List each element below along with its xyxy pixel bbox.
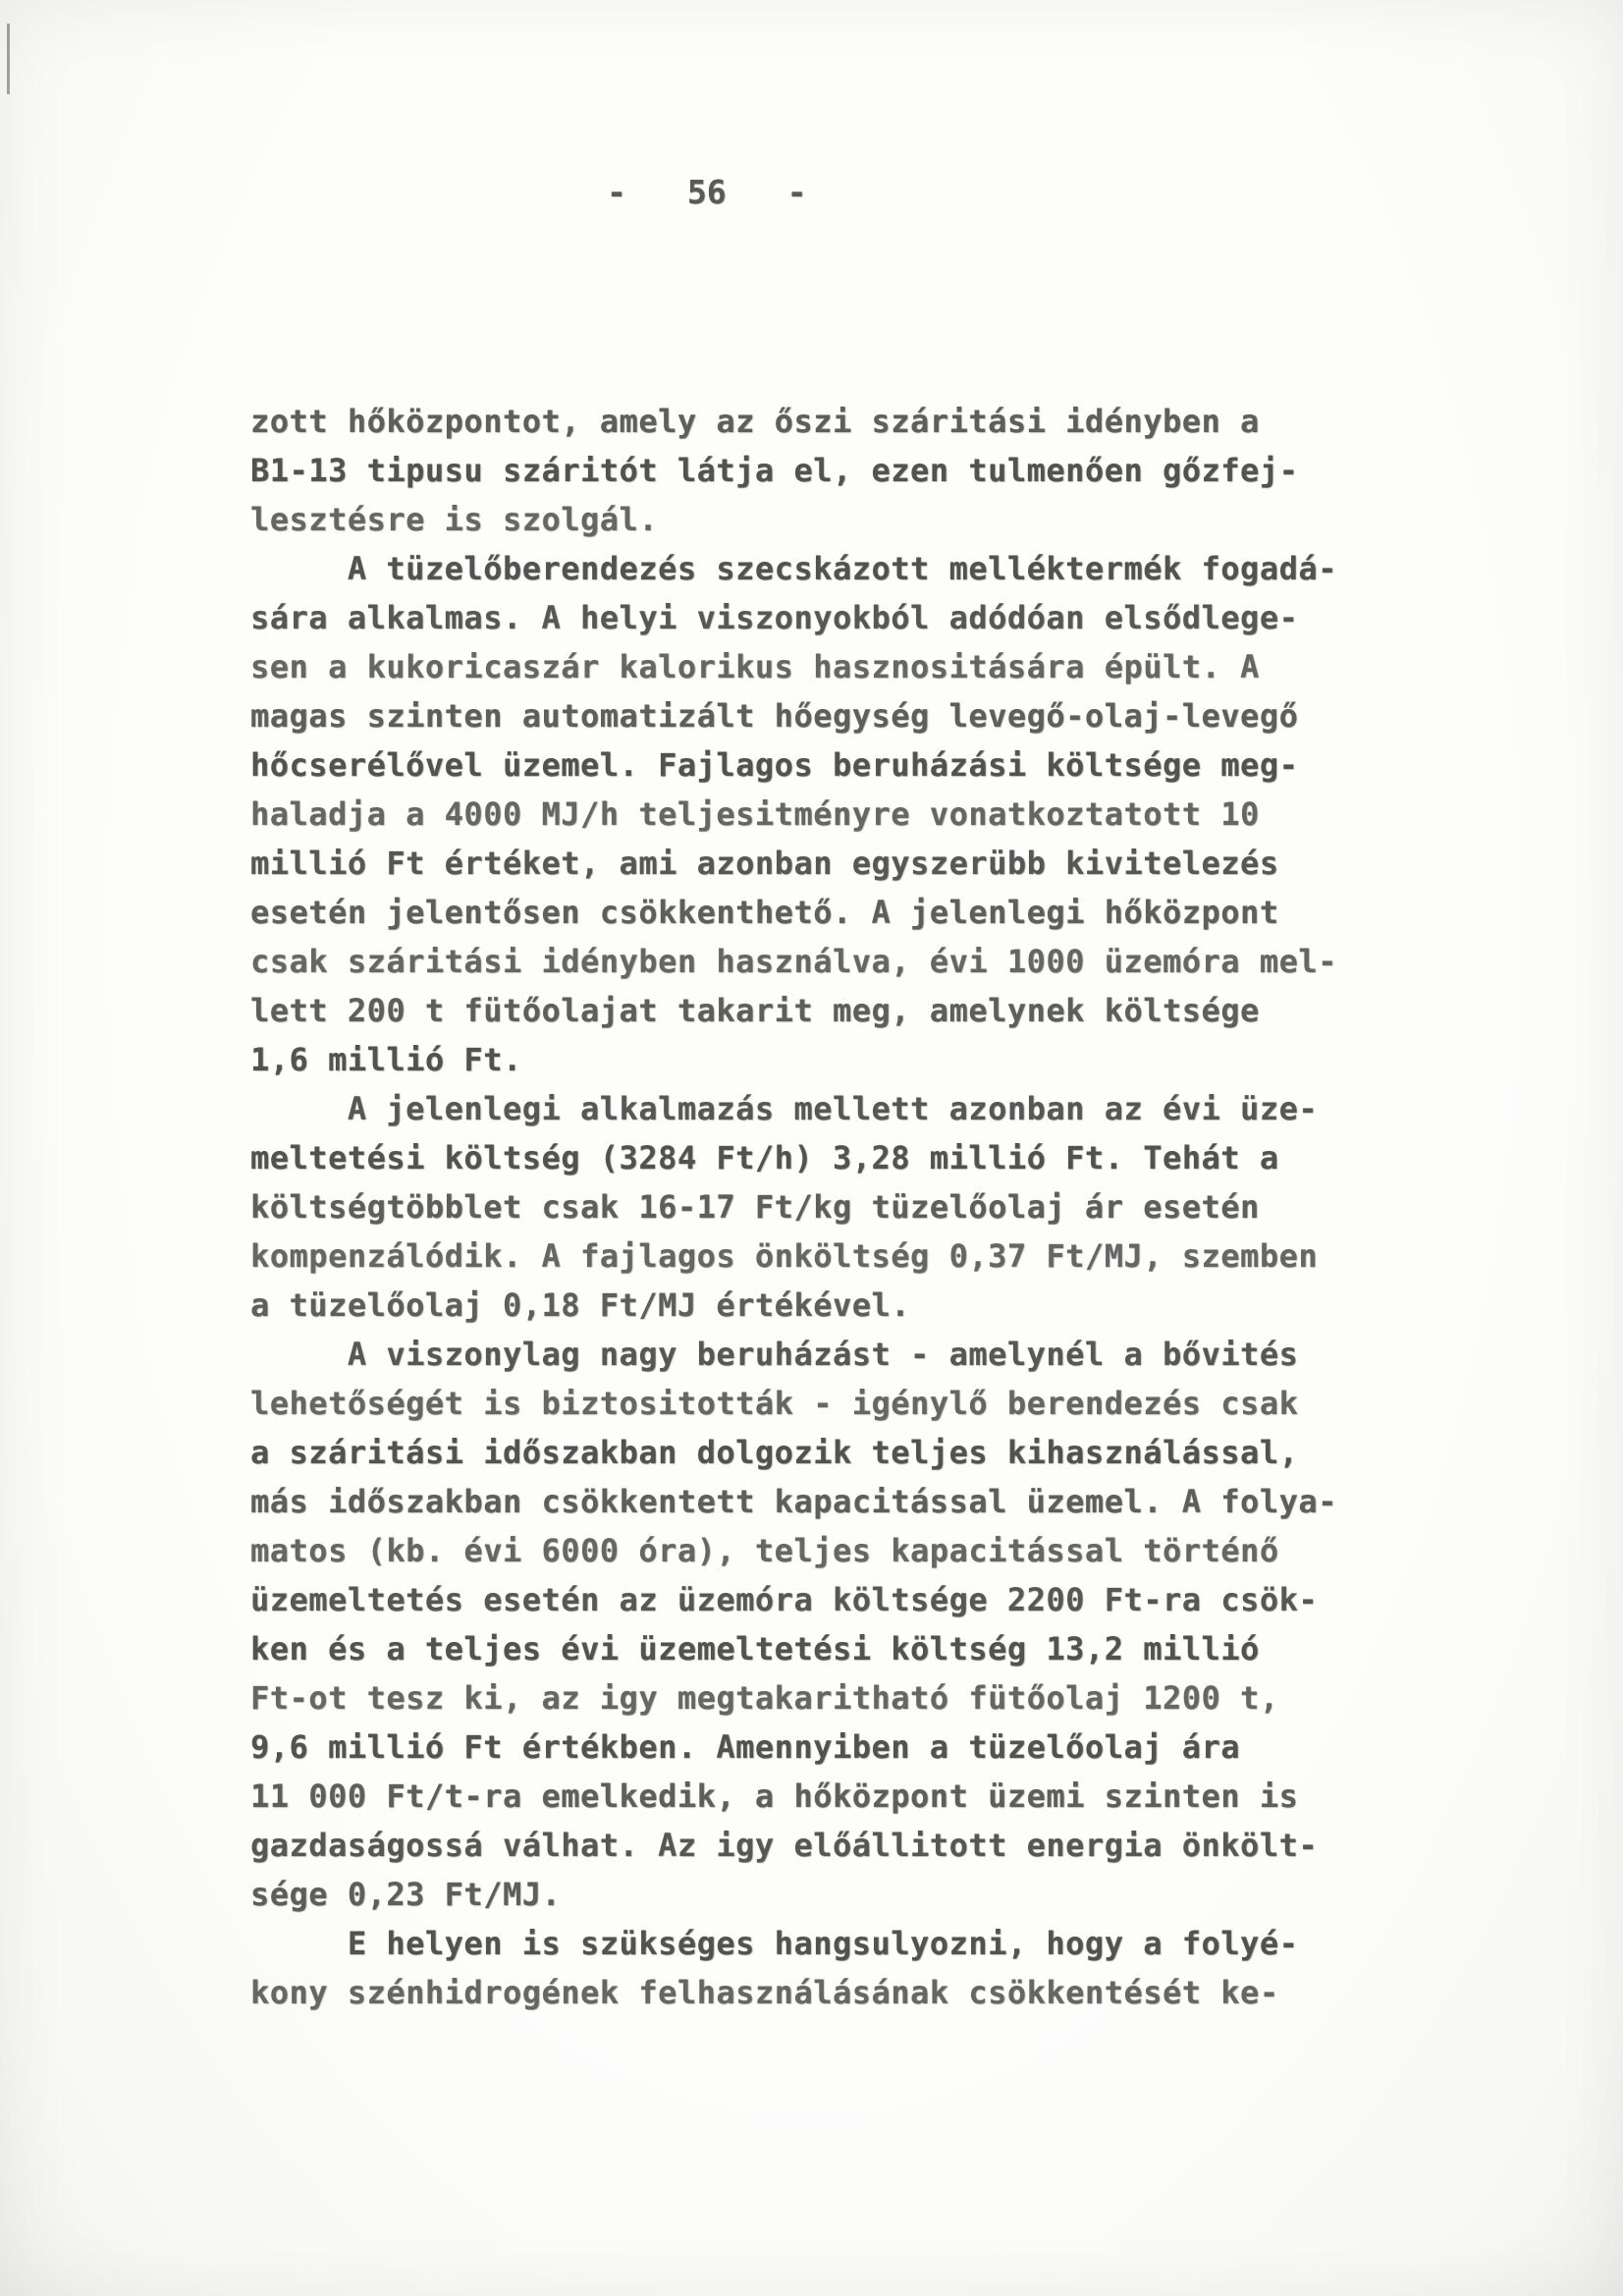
page-number-left-dash: - — [607, 173, 626, 211]
text-line: más időszakban csökkentett kapacitással üzemel. A folya- — [250, 1483, 1337, 1520]
text-line: millió Ft értéket, ami azonban egyszerübb kivitelezés — [250, 845, 1279, 882]
text-line: költségtöbblet csak 16-17 Ft/kg tüzelőolaj ár esetén — [250, 1188, 1260, 1226]
text-line: sen a kukoricaszár kalorikus hasznositására épült. A — [250, 648, 1260, 685]
text-line: A viszonylag nagy beruházást - amelynél a bővités — [250, 1336, 1299, 1373]
page-number — [607, 173, 807, 211]
text-line: matos (kb. évi 6000 óra), teljes kapacitással történő — [250, 1532, 1279, 1569]
text-line: lesztésre is szolgál. — [250, 501, 659, 538]
text-line: esetén jelentősen csökkenthető. A jelenlegi hőközpont — [250, 894, 1279, 931]
text-line: 11 000 Ft/t-ra emelkedik, a hőközpont üzemi szinten is — [250, 1777, 1299, 1815]
text-line: lett 200 t fütőolajat takarit meg, amelynek költsége — [250, 992, 1260, 1029]
text-line: csak száritási idényben használva, évi 1000 üzemóra mel- — [250, 943, 1337, 980]
text-line: 1,6 millió Ft. — [250, 1041, 522, 1078]
text-line: meltetési költség (3284 Ft/h) 3,28 millió Ft. Tehát a — [250, 1139, 1279, 1176]
text-line: sára alkalmas. A helyi viszonyokból adódóan elsődlege- — [250, 599, 1299, 636]
text-line: hőcserélővel üzemel. Fajlagos beruházási költsége meg- — [250, 746, 1299, 784]
text-line: E helyen is szükséges hangsulyozni, hogy a folyé- — [250, 1925, 1299, 1962]
text-line: A tüzelőberendezés szecskázott melléktermék fogadá- — [250, 550, 1337, 587]
text-line: a száritási időszakban dolgozik teljes kihasználással, — [250, 1434, 1299, 1471]
text-line: A jelenlegi alkalmazás mellett azonban az évi üze- — [250, 1090, 1319, 1127]
text-line: 9,6 millió Ft értékben. Amennyiben a tüzelőolaj ára — [250, 1728, 1241, 1766]
text-line: a tüzelőolaj 0,18 Ft/MJ értékével. — [250, 1286, 911, 1324]
text-line: kony szénhidrogének felhasználásának csökkentését ke- — [250, 1974, 1279, 2011]
text-line: haladja a 4000 MJ/h teljesitményre vonatkoztatott 10 — [250, 795, 1260, 833]
text-line: gazdaságossá válhat. Az igy előállitott energia önkölt- — [250, 1827, 1319, 1864]
text-line: ken és a teljes évi üzemeltetési költség 13,2 millió — [250, 1630, 1260, 1667]
text-line: magas szinten automatizált hőegység levegő-olaj-levegő — [250, 697, 1299, 735]
text-line: lehetőségét is biztositották - igénylő berendezés csak — [250, 1385, 1299, 1422]
text-line: B1-13 tipusu száritót látja el, ezen tulmenően gőzfej- — [250, 452, 1299, 489]
text-line: zott hőközpontot, amely az őszi száritási idényben a — [250, 403, 1260, 440]
text-line: Ft-ot tesz ki, az igy megtakaritható fütőolaj 1200 t, — [250, 1679, 1279, 1717]
text-line: kompenzálódik. A fajlagos önköltség 0,37 Ft/MJ, szemben — [250, 1237, 1319, 1275]
scan-edge-artifact — [7, 24, 10, 94]
page-number-value: 56 — [686, 173, 727, 211]
body-text — [250, 397, 1419, 2017]
text-line: üzemeltetés esetén az üzemóra költsége 2200 Ft-ra csök- — [250, 1581, 1319, 1618]
page-number-right-dash: - — [786, 173, 807, 211]
text-line: sége 0,23 Ft/MJ. — [250, 1876, 562, 1913]
